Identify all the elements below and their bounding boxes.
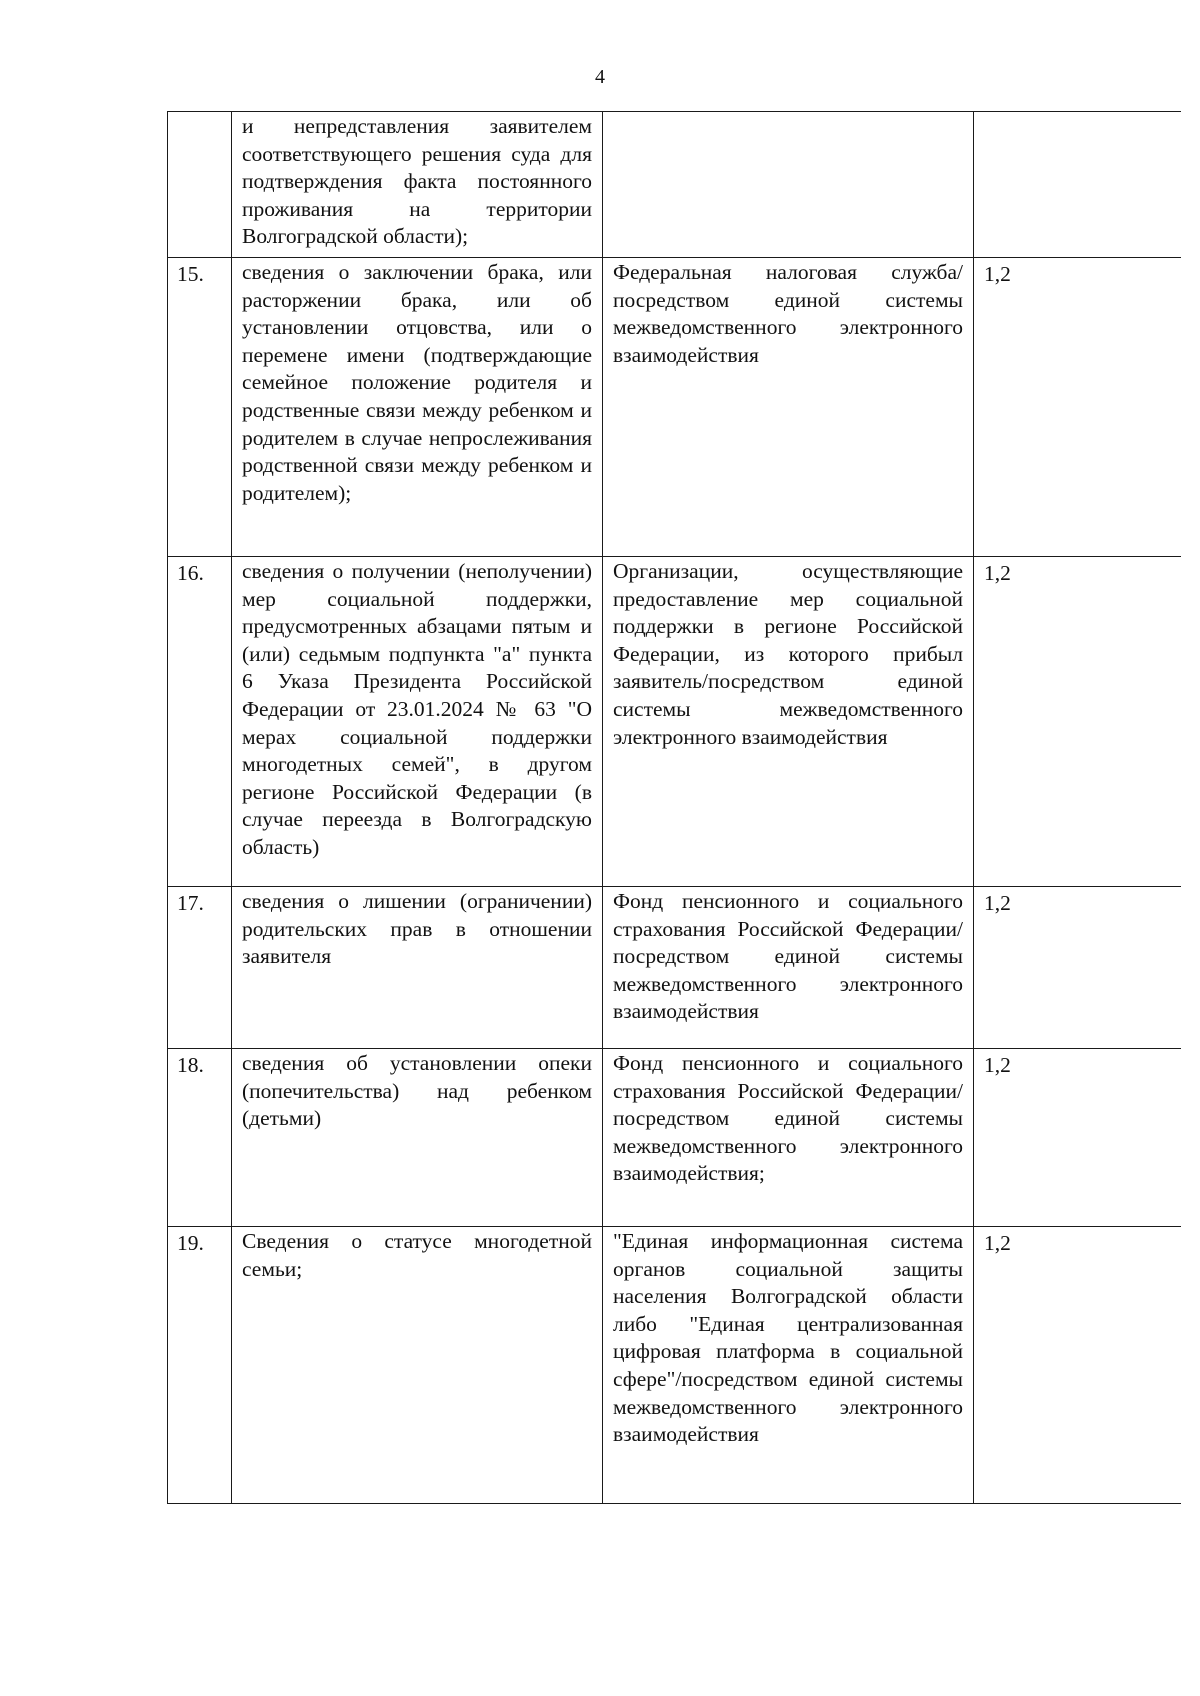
- code-cell: [974, 1227, 1182, 1504]
- document-cell: [232, 887, 603, 1049]
- document-text: сведения об установлении опеки (попечительства) над ребенком (детьми): [242, 1051, 592, 1131]
- row-number: 19.: [177, 1231, 204, 1255]
- document-cell: [232, 112, 603, 258]
- code-text: 1,2: [984, 891, 1011, 915]
- row-number-cell: [168, 557, 232, 887]
- source-text: Организации, осуществляющие предоставление мер социальной поддержки в регионе Российской Федерации, из которого прибыл заявитель/посредством единой системы межведомственного электронного взаимодействия: [613, 559, 963, 749]
- document-cell: [232, 1049, 603, 1227]
- document-cell: [232, 1227, 603, 1504]
- row-number-cell: [168, 112, 232, 258]
- code-text: 1,2: [984, 561, 1011, 585]
- code-cell: [974, 1049, 1182, 1227]
- row-number-cell: [168, 887, 232, 1049]
- source-text: Фонд пенсионного и социального страхования Российской Федерации/посредством единой системы межведомственного электронного взаимодействия: [613, 889, 963, 1024]
- code-text: [974, 112, 1181, 115]
- document-cell: [232, 557, 603, 887]
- row-number-cell: [168, 1049, 232, 1227]
- document-text: Сведения о статусе многодетной семьи;: [242, 1229, 592, 1281]
- source-cell: [603, 258, 974, 557]
- table-row: [168, 887, 1182, 1049]
- row-number: [168, 112, 231, 115]
- code-cell: [974, 887, 1182, 1049]
- code-text: 1,2: [984, 1053, 1011, 1077]
- row-number: 18.: [177, 1053, 204, 1077]
- table-row: [168, 1227, 1182, 1504]
- row-number-cell: [168, 258, 232, 557]
- row-number: 15.: [177, 262, 204, 286]
- document-text: сведения о лишении (ограничении) родительских прав в отношении заявителя: [242, 889, 592, 969]
- code-text: 1,2: [984, 1231, 1011, 1255]
- source-cell: [603, 887, 974, 1049]
- source-text: Фонд пенсионного и социального страхования Российской Федерации/посредством единой системы межведомственного электронного взаимодействия;: [613, 1051, 963, 1186]
- row-number: 16.: [177, 561, 204, 585]
- table-row: [168, 557, 1182, 887]
- source-text: Федеральная налоговая служба/посредством единой системы межведомственного электронного взаимодействия: [613, 260, 963, 367]
- code-cell: [974, 557, 1182, 887]
- table-row: [168, 258, 1182, 557]
- code-text: 1,2: [984, 262, 1011, 286]
- source-cell: [603, 1049, 974, 1227]
- row-number: 17.: [177, 891, 204, 915]
- source-text: "Единая информационная система органов социальной защиты населения Волгоградской области либо "Единая централизованная цифровая платформа в социальной сфере"/посредством единой системы межведомственного электронного взаимодействия: [613, 1229, 963, 1447]
- table-row: [168, 112, 1182, 258]
- document-cell: [232, 258, 603, 557]
- code-cell: [974, 112, 1182, 258]
- source-cell: [603, 1227, 974, 1504]
- document-text: сведения о заключении брака, или расторжении брака, или об установлении отцовства, или о перемене имени (подтверждающие семейное положение родителя и родственные связи между ребенком и родителем в случае непрослеживания родственной связи между ребенком и родителем);: [242, 260, 592, 505]
- document-text: и непредставления заявителем соответствующего решения суда для подтверждения факта постоянного проживания на территории Волгоградской области);: [242, 114, 592, 249]
- source-text: [603, 112, 973, 113]
- source-cell: [603, 557, 974, 887]
- source-cell: [603, 112, 974, 258]
- page-number: 4: [595, 66, 605, 88]
- documents-table: [167, 111, 1181, 1504]
- document-text: сведения о получении (неполучении) мер социальной поддержки, предусмотренных абзацами пятым и (или) седьмым подпункта "а" пункта 6 Указа Президента Российской Федерации от 23.01.2024 № 63 "О мерах социальной поддержки многодетных семей", в другом регионе Российской Федерации (в случае переезда в Волгоградскую область): [242, 559, 592, 859]
- table-row: [168, 1049, 1182, 1227]
- row-number-cell: [168, 1227, 232, 1504]
- code-cell: [974, 258, 1182, 557]
